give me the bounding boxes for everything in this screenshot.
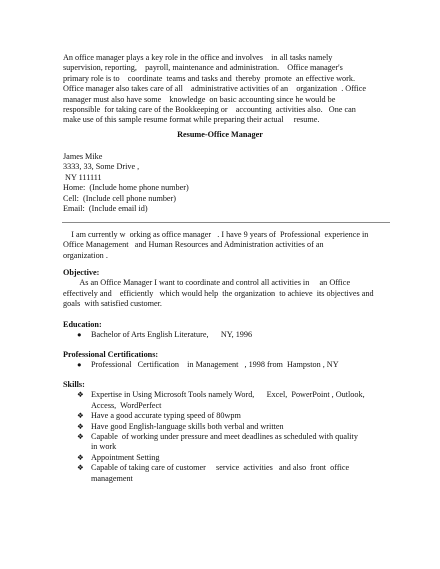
intro-line: An office manager plays a key role in the office and involves in all tasks namely [63, 53, 333, 62]
intro-line: make use of this sample resume format while preparing their actual resume. [63, 115, 320, 125]
contact-home-phone: Home: (Include home phone number) [63, 183, 189, 193]
contact-email: Email: (Include email id) [63, 204, 148, 214]
diamond-bullet-icon: ❖ [77, 390, 84, 400]
skill-line: Capable of working under pressure and meet deadlines as scheduled with quality [91, 432, 358, 442]
skill-line: Appointment Setting [91, 452, 160, 462]
certifications-section [63, 350, 383, 371]
intro-line: Office manager also takes care of all administrative activities of an organization . Office [63, 84, 367, 94]
list-item [63, 330, 383, 340]
bullet-icon: ● [77, 330, 82, 340]
list-item-continuation [63, 474, 383, 484]
list-item [63, 453, 383, 463]
summary-line: Office Management and Human Resources and Administration activities of an [63, 240, 324, 250]
skill-line: Access, WordPerfect [91, 400, 162, 410]
education-heading: Education: [63, 320, 102, 329]
contact-city: NY 111111 [63, 172, 102, 182]
list-item [63, 463, 383, 473]
intro-line: primary role is to coordinate teams and tasks and thereby promote an effective work. [63, 73, 356, 83]
intro-line: manager must also have some knowledge on basic accounting since he would be [63, 94, 336, 104]
skill-line: Capable of taking care of customer service activities and also front office [91, 463, 350, 473]
list-item [63, 422, 383, 432]
education-item: Bachelor of Arts English Literature, NY, 1996 [91, 330, 253, 340]
diamond-bullet-icon: ❖ [77, 411, 84, 421]
diamond-bullet-icon: ❖ [77, 432, 84, 442]
list-item [63, 390, 383, 400]
skill-line: Have good English-language skills both verbal and written [91, 421, 284, 431]
objective-line: effectively and efficiently which would help the organization to achieve its objectives and [63, 288, 374, 298]
certification-item: Professional Certification in Management , 1998 from Hampston , NY [91, 360, 339, 370]
contact-name: James Mike [63, 152, 103, 161]
intro-line: responsible for taking care of the Bookkeeping or accounting activities also. One can [63, 105, 356, 115]
diamond-bullet-icon: ❖ [77, 463, 84, 473]
skill-line: Have a good accurate typing speed of 80wpm [91, 411, 241, 421]
contact-cell-phone: Cell: (Include cell phone number) [63, 193, 176, 203]
skills-heading: Skills: [63, 380, 85, 389]
skill-line: in work [91, 442, 117, 452]
divider [62, 222, 390, 223]
contact-address: 3333, 33, Some Drive , [63, 162, 140, 172]
list-item [63, 432, 383, 442]
contact-block [63, 152, 189, 214]
objective-line: goals with satisfied customer. [63, 299, 162, 309]
certifications-heading: Professional Certifications: [63, 350, 159, 359]
summary-line: organization . [63, 250, 108, 260]
objective-heading: Objective: [63, 268, 100, 277]
objective-section [63, 268, 383, 310]
diamond-bullet-icon: ❖ [77, 452, 84, 462]
education-section [63, 320, 383, 341]
skill-line: Expertise in Using Microsoft Tools namely Word, Excel, PowerPoint , Outlook, [91, 390, 365, 400]
list-item-continuation [63, 401, 383, 411]
diamond-bullet-icon: ❖ [77, 421, 84, 431]
intro-line: supervision, reporting, payroll, maintenance and administration. Office manager's [63, 63, 343, 73]
skills-section [63, 380, 383, 484]
objective-line: As an Office Manager I want to coordinate and control all activities in an Office [63, 278, 351, 288]
list-item-continuation [63, 442, 383, 452]
list-item [63, 411, 383, 421]
intro-paragraph [63, 53, 383, 126]
list-item [63, 360, 383, 370]
summary-line: I am currently w orking as office manager . I have 9 years of Professional experience in [63, 230, 369, 239]
resume-title: Resume-Office Manager [177, 130, 263, 139]
bullet-icon: ● [77, 360, 82, 370]
skill-line: management [91, 473, 133, 483]
summary-paragraph [63, 230, 383, 261]
